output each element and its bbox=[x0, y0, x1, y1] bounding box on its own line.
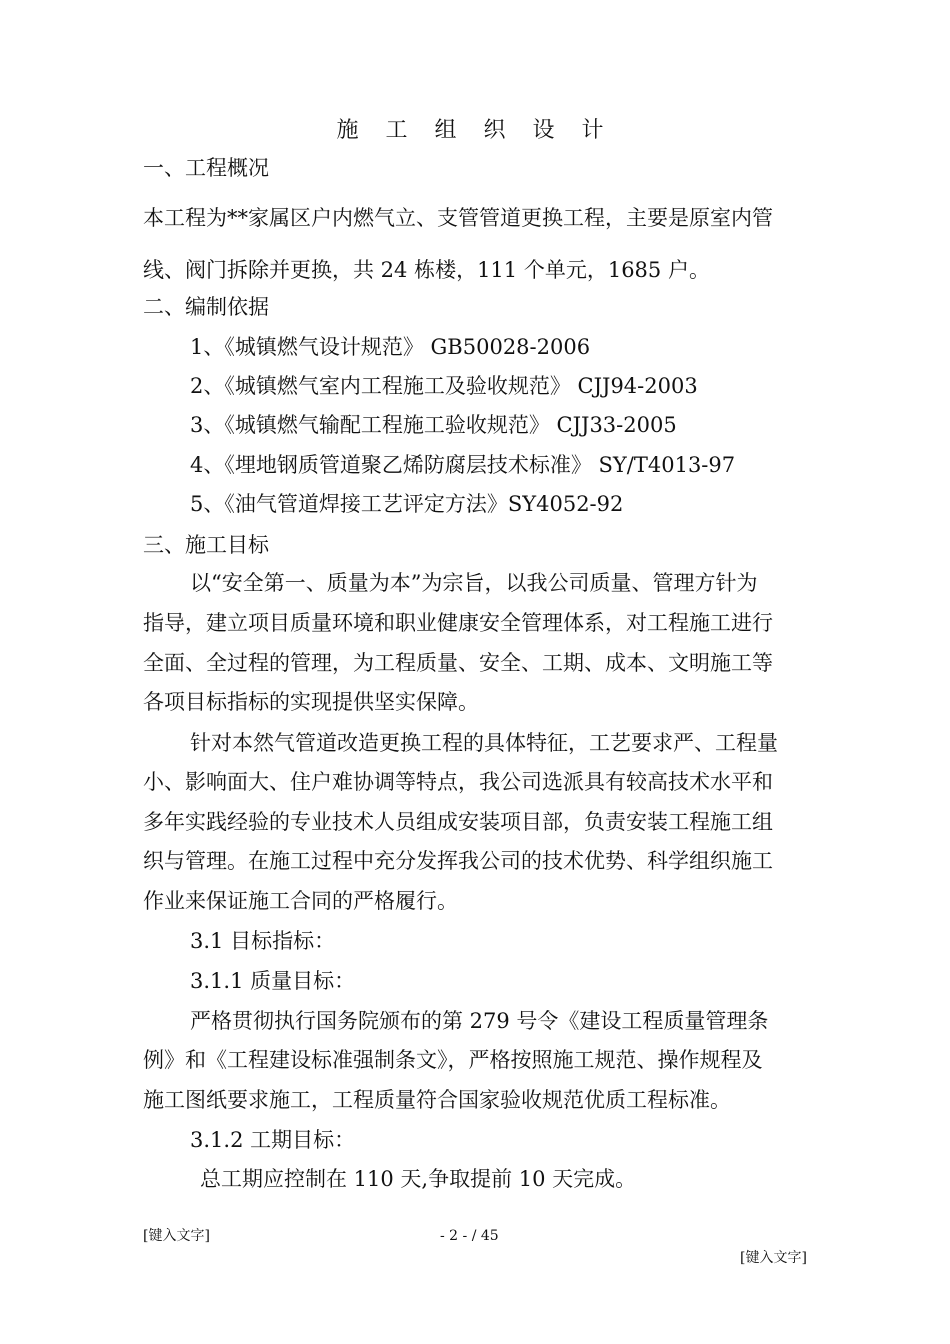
list-item: 3、《城镇燃气输配工程施工验收规范》 CJJ33-2005 bbox=[190, 413, 677, 437]
footer-right-placeholder: [键入文字] bbox=[740, 1250, 807, 1266]
paragraph-line: 例》和《工程建设标准强制条文》，严格按照施工规范、操作规程及 bbox=[143, 1048, 763, 1072]
subsection-heading: 3.1.2 工期目标： bbox=[190, 1128, 356, 1152]
section-heading-basis: 二、编制依据 bbox=[143, 295, 269, 319]
paragraph-line: 织与管理。在施工过程中充分发挥我公司的技术优势、科学组织施工 bbox=[143, 849, 773, 873]
paragraph-line: 各项目标指标的实现提供坚实保障。 bbox=[143, 690, 479, 714]
paragraph-line: 全面、全过程的管理，为工程质量、安全、工期、成本、文明施工等 bbox=[143, 651, 773, 675]
list-item: 5、《油气管道焊接工艺评定方法》SY4052-92 bbox=[190, 492, 624, 516]
footer-left-placeholder: [键入文字] bbox=[143, 1228, 210, 1244]
paragraph-line: 多年实践经验的专业技术人员组成安装项目部，负责安装工程施工组 bbox=[143, 810, 773, 834]
subsection-heading: 3.1 目标指标： bbox=[190, 929, 336, 953]
paragraph-line: 线、阀门拆除并更换，共 24 栋楼，111 个单元，1685 户。 bbox=[143, 258, 710, 282]
paragraph-line: 针对本然气管道改造更换工程的具体特征，工艺要求严、工程量 bbox=[190, 731, 778, 755]
section-heading-goals: 三、施工目标 bbox=[143, 533, 269, 557]
paragraph-line: 总工期应控制在 110 天,争取提前 10 天完成。 bbox=[200, 1167, 637, 1191]
subsection-heading: 3.1.1 质量目标： bbox=[190, 969, 356, 993]
paragraph-line: 施工图纸要求施工，工程质量符合国家验收规范优质工程标准。 bbox=[143, 1088, 731, 1112]
paragraph-line: 指导，建立项目质量环境和职业健康安全管理体系，对工程施工进行 bbox=[143, 611, 773, 635]
paragraph-line: 本工程为**家属区户内燃气立、支管管道更换工程，主要是原室内管 bbox=[143, 206, 773, 230]
list-item: 1、《城镇燃气设计规范》 GB50028-2006 bbox=[190, 335, 591, 359]
section-heading-overview: 一、工程概况 bbox=[143, 156, 269, 180]
paragraph-line: 小、影响面大、住户难协调等特点，我公司选派具有较高技术水平和 bbox=[143, 770, 773, 794]
page-number: - 2 - / 45 bbox=[440, 1228, 499, 1244]
paragraph-line: 作业来保证施工合同的严格履行。 bbox=[143, 889, 458, 913]
document-title: 施 工 组 织 设 计 bbox=[336, 118, 614, 143]
paragraph-line: 严格贯彻执行国务院颁布的第 279 号令《建设工程质量管理条 bbox=[190, 1009, 769, 1033]
list-item: 4、《埋地钢质管道聚乙烯防腐层技术标准》 SY/T4013-97 bbox=[190, 453, 736, 477]
list-item: 2、《城镇燃气室内工程施工及验收规范》 CJJ94-2003 bbox=[190, 374, 698, 398]
paragraph-line: 以“安全第一、质量为本”为宗旨，以我公司质量、管理方针为 bbox=[190, 571, 758, 595]
